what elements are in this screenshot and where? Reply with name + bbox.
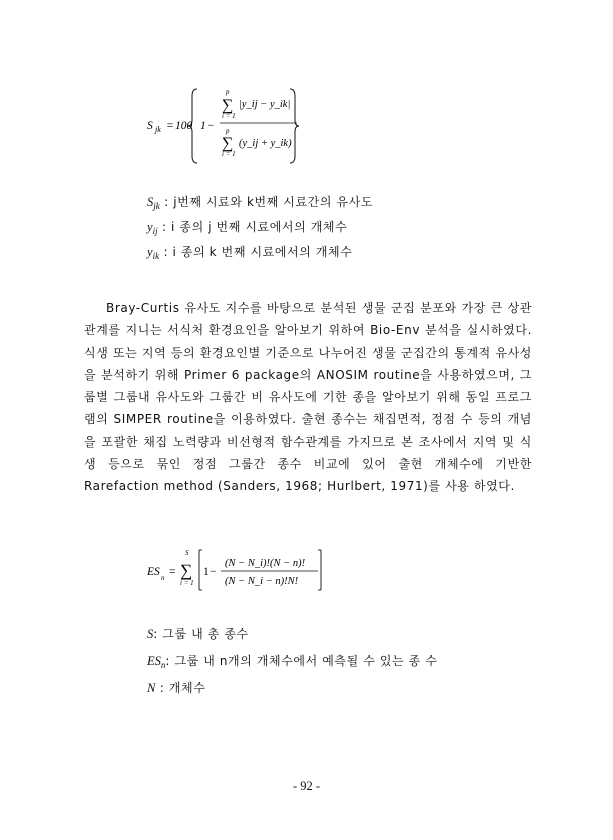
rarefaction-formula-graphic	[147, 546, 327, 596]
def-symbol: ES	[147, 654, 161, 668]
minus-sign: −	[207, 120, 215, 132]
def-symbol: N	[147, 681, 156, 695]
def-text: : 그룹 내 총 종수	[153, 627, 249, 641]
bray-curtis-formula-graphic	[147, 86, 307, 166]
page-number: - 92 -	[292, 779, 321, 793]
body-paragraph	[84, 297, 532, 498]
denominator: (y_ij + y_ik)	[239, 138, 292, 149]
minus-sign: −	[210, 566, 217, 578]
sum-symbol: ∑	[180, 561, 193, 580]
sum-upper: S	[185, 549, 189, 557]
definition-yik	[147, 243, 352, 261]
def-text: : j번째 시료와 k번째 시료간의 유사도	[159, 195, 374, 209]
lhs-subscript: n	[161, 574, 165, 582]
rarefaction-equation	[147, 546, 327, 596]
sum-lower: i = 1	[180, 579, 194, 587]
definition-yij	[147, 218, 347, 236]
equals-sign: =	[169, 566, 176, 578]
sum-lower-bottom: i = 1	[222, 150, 236, 158]
constant-100: 100	[175, 120, 193, 132]
left-brace	[188, 89, 197, 163]
definition-sjk	[147, 193, 373, 211]
lhs-symbol: S	[147, 120, 153, 132]
def-subscript: ik	[152, 251, 160, 261]
sum-lower-top: i = 1	[222, 112, 236, 120]
equals-sign: =	[166, 120, 174, 132]
def-subscript: jk	[153, 201, 160, 211]
def-symbol: y	[147, 245, 153, 259]
numerator: (N − N_i)!(N − n)!	[225, 558, 306, 569]
bray-curtis-equation	[147, 86, 307, 166]
def-text: : 그룹 내 n개의 개체수에서 예측될 수 있는 종 수	[165, 654, 438, 668]
definition-esn	[147, 652, 437, 670]
sum-symbol-bottom: ∑	[222, 135, 234, 152]
lhs-subscript: jk	[155, 125, 161, 134]
one-term: 1	[200, 120, 206, 132]
right-brace	[290, 89, 299, 163]
paragraph-text: Bray-Curtis 유사도 지수를 바탕으로 분석된 생물 군집 분포와 가장 큰 상관관계를 지니는 서식처 환경요인을 알아보기 위하여 Bio-Env 분석을 실시하였다. 식생 또는 지역 등의 환경요인별 기준으로 나누어진 생물 군집간의 통계적 유사성을 분석하기 위해 Primer 6 package의 ANOSIM routine을 사용하였으며, 그룹별 그룹내 유사도와 그룹간 비 유사도에 기한 종을 알아보기 위해 동일 프로그램의 SIMPER routine을 이용하였다. 출현 종수는 채집면적, 정점 수 등의 개념을 포괄한 채집 노력량과 비선형적 함수관계를 가지므로 본 조사에서 지역 및 식생 등으로 묶인 정점 그룹간 종수 비교에 있어 출현 개체수에 기반한 Rarefaction method (Sanders, 1968; Hurlbert, 1971)를 사용 하였다.	[84, 301, 532, 494]
lhs-symbol: ES	[147, 566, 160, 578]
def-symbol: y	[147, 220, 153, 234]
def-symbol: S	[147, 195, 154, 209]
definition-s	[147, 625, 249, 642]
def-text: : i 종의 k 번째 시료에서의 개체수	[159, 245, 353, 259]
sum-upper-top: p	[226, 88, 230, 96]
one-term: 1	[203, 566, 209, 578]
definition-n	[147, 679, 205, 696]
def-subscript: ij	[152, 226, 158, 236]
def-text: : 개체수	[155, 681, 206, 695]
sum-upper-bottom: p	[226, 127, 230, 135]
def-symbol: S	[147, 627, 154, 641]
def-subscript: n	[160, 660, 166, 670]
denominator: (N − N_i − n)!N!	[225, 576, 299, 587]
numerator: |y_ij − y_ik|	[239, 99, 291, 110]
def-text: : i 종의 j 번째 시료에서의 개체수	[157, 220, 348, 234]
sum-symbol-top: ∑	[222, 97, 234, 114]
